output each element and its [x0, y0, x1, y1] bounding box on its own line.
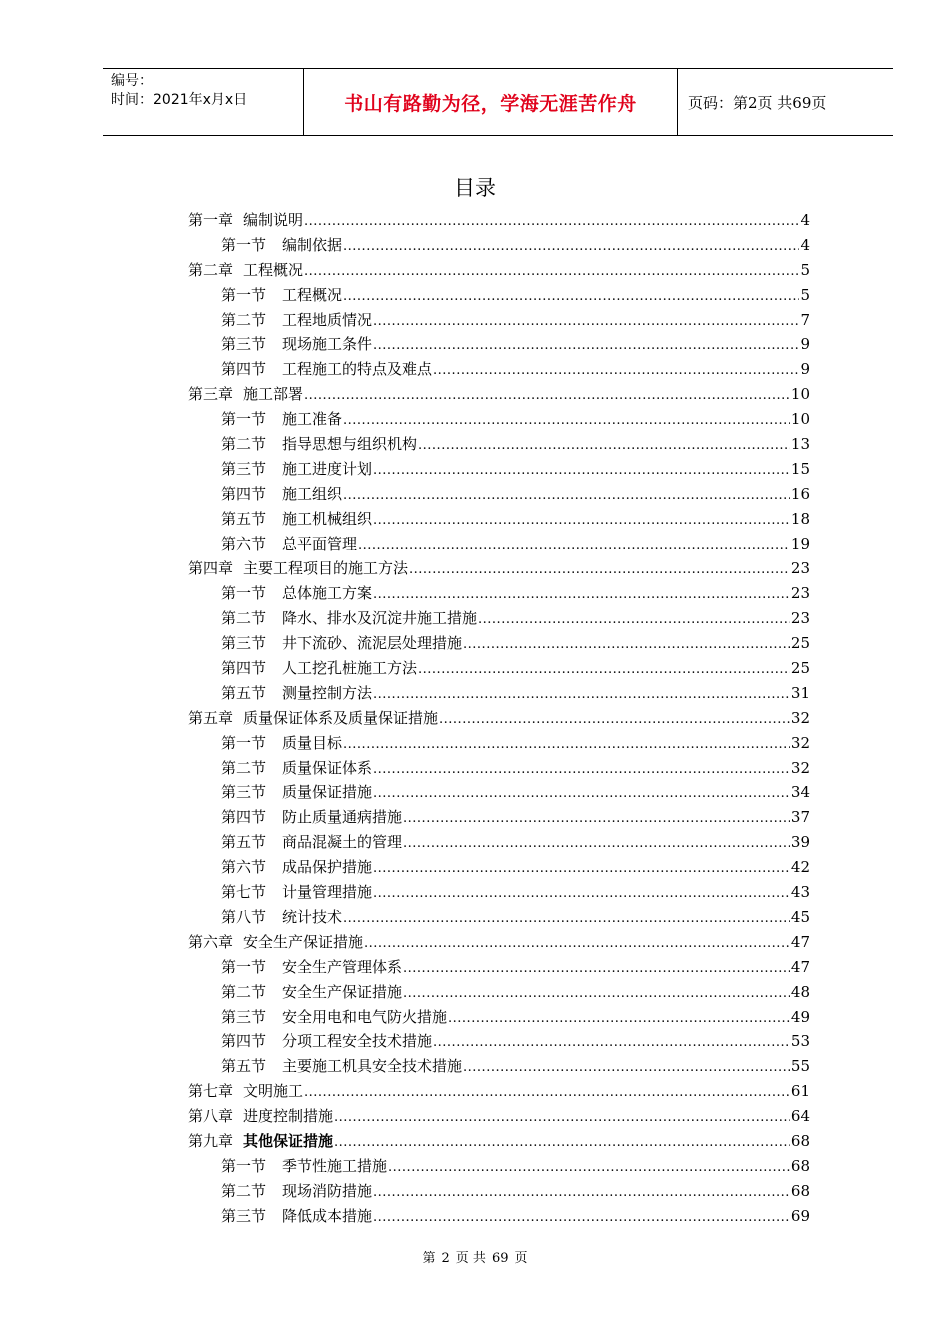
toc-entry-page: 5	[800, 285, 810, 304]
toc-dot-leader	[373, 756, 790, 783]
toc-chapter-entry[interactable]	[188, 706, 810, 731]
footer-page-number: 2	[441, 1251, 450, 1266]
toc-entry-number: 第七章	[188, 1082, 234, 1101]
toc-entry-page: 4	[800, 235, 810, 254]
toc-section-entry[interactable]	[188, 656, 810, 681]
toc-dot-leader	[403, 980, 790, 1007]
toc-section-entry[interactable]	[188, 980, 810, 1005]
toc-section-entry[interactable]	[188, 855, 810, 880]
toc-section-entry[interactable]	[188, 955, 810, 980]
toc-entry-number: 第一节	[221, 410, 267, 429]
toc-entry-title: 质量目标	[282, 733, 343, 752]
toc-entry-number: 第一节	[221, 235, 267, 254]
toc-dot-leader	[334, 1129, 790, 1156]
toc-section-entry[interactable]	[188, 482, 810, 507]
toc-entry-number: 第二节	[221, 609, 267, 628]
toc-section-entry[interactable]	[188, 830, 810, 855]
toc-dot-leader	[373, 681, 790, 708]
header-page-info: 页码：第2页 共69页	[688, 93, 827, 112]
toc-entry-number: 第二章	[188, 260, 234, 279]
toc-entry-title: 统计技术	[282, 907, 343, 926]
toc-section-entry[interactable]	[188, 880, 810, 905]
toc-section-entry[interactable]	[188, 407, 810, 432]
toc-dot-leader	[343, 905, 790, 932]
toc-chapter-entry[interactable]	[188, 382, 810, 407]
toc-dot-leader	[478, 606, 790, 633]
toc-entry-title: 人工挖孔桩施工方法	[282, 659, 418, 678]
toc-section-entry[interactable]	[188, 1154, 810, 1179]
toc-entry-page: 34	[790, 783, 810, 802]
toc-entry-number: 第八章	[188, 1107, 234, 1126]
toc-entry-number: 第六章	[188, 932, 234, 951]
header-info-cell	[103, 69, 304, 135]
toc-dot-leader	[403, 830, 790, 857]
toc-entry-number: 第四节	[221, 808, 267, 827]
header-motto-cell	[304, 69, 678, 135]
toc-entry-title: 季节性施工措施	[282, 1156, 388, 1175]
toc-entry-title: 工程概况	[282, 285, 343, 304]
toc-dot-leader	[343, 407, 790, 434]
toc-section-entry[interactable]	[188, 233, 810, 258]
table-of-contents	[188, 208, 810, 1229]
toc-dot-leader	[439, 706, 790, 733]
toc-section-entry[interactable]	[188, 780, 810, 805]
toc-entry-page: 10	[790, 385, 810, 404]
toc-entry-number: 第二节	[221, 310, 267, 329]
toc-entry-title: 指导思想与组织机构	[282, 435, 418, 454]
toc-section-entry[interactable]	[188, 681, 810, 706]
toc-dot-leader	[373, 1204, 790, 1231]
toc-entry-number: 第八节	[221, 907, 267, 926]
toc-entry-number: 第三节	[221, 1206, 267, 1225]
toc-entry-number: 第七节	[221, 883, 267, 902]
toc-dot-leader	[304, 208, 799, 235]
toc-dot-leader	[433, 1029, 790, 1056]
toc-entry-page: 23	[790, 609, 810, 628]
toc-dot-leader	[373, 308, 799, 335]
toc-entry-number: 第五节	[221, 833, 267, 852]
toc-entry-page: 55	[790, 1057, 810, 1076]
toc-entry-page: 43	[790, 883, 810, 902]
toc-section-entry[interactable]	[188, 581, 810, 606]
toc-entry-page: 68	[790, 1156, 810, 1175]
toc-entry-number: 第一章	[188, 211, 234, 229]
header-motto: 书山有路勤为径，学海无涯苦作舟	[344, 92, 637, 115]
toc-entry-page: 25	[790, 659, 810, 678]
toc-chapter-entry[interactable]	[188, 1129, 810, 1154]
toc-entry-title: 降水、排水及沉淀井施工措施	[282, 609, 478, 628]
toc-entry-number: 第一节	[221, 957, 267, 976]
footer-total-pages: 69	[491, 1251, 509, 1266]
toc-section-entry[interactable]	[188, 805, 810, 830]
toc-entry-title: 井下流砂、流泥层处理措施	[282, 634, 463, 653]
toc-entry-page: 9	[800, 360, 810, 379]
toc-entry-title: 编制依据	[282, 235, 343, 254]
toc-entry-page: 5	[800, 260, 810, 279]
toc-dot-leader	[364, 930, 790, 957]
toc-entry-page: 4	[800, 211, 810, 229]
toc-section-entry[interactable]	[188, 1005, 810, 1030]
toc-dot-leader	[403, 955, 790, 982]
toc-entry-title: 商品混凝土的管理	[282, 833, 403, 852]
toc-section-entry[interactable]	[188, 432, 810, 457]
toc-dot-leader	[463, 631, 790, 658]
toc-entry-page: 23	[790, 559, 810, 578]
toc-entry-number: 第四节	[221, 484, 267, 503]
toc-entry-page: 37	[790, 808, 810, 827]
toc-entry-number: 第四章	[188, 559, 234, 578]
toc-entry-title: 文明施工	[243, 1082, 304, 1101]
toc-entry-number: 第一节	[221, 1156, 267, 1175]
toc-entry-title: 安全生产管理体系	[282, 957, 403, 976]
toc-entry-title: 质量保证体系及质量保证措施	[243, 708, 439, 727]
toc-section-entry[interactable]	[188, 905, 810, 930]
toc-entry-number: 第三节	[221, 1007, 267, 1026]
toc-entry-title: 质量保证体系	[282, 758, 373, 777]
toc-section-entry[interactable]	[188, 1029, 810, 1054]
toc-dot-leader	[334, 1104, 790, 1131]
toc-entry-title: 施工准备	[282, 410, 343, 429]
toc-title: 目录	[454, 176, 496, 200]
toc-section-entry[interactable]	[188, 606, 810, 631]
toc-entry-page: 61	[790, 1082, 810, 1101]
toc-entry-number: 第三节	[221, 634, 267, 653]
toc-entry-title: 工程地质情况	[282, 310, 373, 329]
footer-suffix: 页	[514, 1251, 528, 1266]
toc-dot-leader	[343, 233, 799, 260]
toc-entry-title: 施工进度计划	[282, 459, 373, 478]
toc-section-entry[interactable]	[188, 1054, 810, 1079]
toc-entry-page: 10	[790, 410, 810, 429]
toc-entry-number: 第二节	[221, 982, 267, 1001]
toc-entry-number: 第四节	[221, 659, 267, 678]
toc-entry-title: 工程概况	[243, 260, 304, 279]
toc-section-entry[interactable]	[188, 308, 810, 333]
toc-dot-leader	[433, 357, 799, 384]
toc-section-entry[interactable]	[188, 283, 810, 308]
toc-dot-leader	[373, 855, 790, 882]
toc-entry-number: 第六节	[221, 858, 267, 877]
toc-entry-page: 49	[790, 1007, 810, 1026]
toc-entry-title: 其他保证措施	[243, 1131, 334, 1150]
toc-entry-title: 质量保证措施	[282, 783, 373, 802]
toc-dot-leader	[304, 382, 790, 409]
toc-entry-page: 32	[790, 733, 810, 752]
toc-section-entry[interactable]	[188, 631, 810, 656]
toc-section-entry[interactable]	[188, 1204, 810, 1229]
toc-entry-page: 15	[790, 459, 810, 478]
toc-entry-page: 64	[790, 1107, 810, 1126]
toc-entry-page: 69	[790, 1206, 810, 1225]
toc-dot-leader	[418, 432, 790, 459]
toc-entry-title: 现场消防措施	[282, 1181, 373, 1200]
toc-entry-page: 47	[790, 932, 810, 951]
toc-entry-number: 第五章	[188, 708, 234, 727]
toc-dot-leader	[343, 482, 790, 509]
toc-dot-leader	[373, 332, 799, 359]
header-time-label: 时间：2021年x月x日	[111, 92, 248, 108]
toc-chapter-entry[interactable]	[188, 1079, 810, 1104]
toc-chapter-entry[interactable]	[188, 556, 810, 581]
toc-entry-number: 第一节	[221, 285, 267, 304]
toc-entry-page: 32	[790, 758, 810, 777]
toc-entry-title: 主要工程项目的施工方法	[243, 559, 409, 578]
toc-entry-title: 主要施工机具安全技术措施	[282, 1057, 463, 1076]
toc-entry-page: 31	[790, 683, 810, 702]
toc-dot-leader	[373, 880, 790, 907]
toc-entry-title: 分项工程安全技术措施	[282, 1032, 433, 1051]
footer-mid: 页 共	[455, 1251, 486, 1266]
toc-entry-page: 19	[790, 534, 810, 553]
toc-entry-page: 13	[790, 435, 810, 454]
toc-entry-title: 计量管理措施	[282, 883, 373, 902]
toc-entry-title: 编制说明	[243, 211, 304, 229]
toc-entry-title: 施工组织	[282, 484, 343, 503]
toc-entry-number: 第一节	[221, 584, 267, 603]
toc-section-entry[interactable]	[188, 457, 810, 482]
page-header	[103, 68, 893, 136]
toc-entry-page: 68	[790, 1131, 810, 1150]
toc-entry-page: 53	[790, 1032, 810, 1051]
toc-entry-number: 第三节	[221, 459, 267, 478]
toc-entry-number: 第二节	[221, 435, 267, 454]
toc-section-entry[interactable]	[188, 756, 810, 781]
toc-entry-page: 68	[790, 1181, 810, 1200]
toc-chapter-entry[interactable]	[188, 1104, 810, 1129]
toc-entry-page: 7	[800, 310, 810, 329]
footer-prefix: 第	[422, 1251, 436, 1266]
toc-entry-title: 成品保护措施	[282, 858, 373, 877]
toc-entry-title: 进度控制措施	[243, 1107, 334, 1126]
toc-entry-title: 降低成本措施	[282, 1206, 373, 1225]
toc-entry-page: 16	[790, 484, 810, 503]
toc-dot-leader	[373, 507, 790, 534]
toc-entry-page: 23	[790, 584, 810, 603]
toc-entry-number: 第五节	[221, 1057, 267, 1076]
toc-entry-title: 总平面管理	[282, 534, 358, 553]
toc-dot-leader	[418, 656, 790, 683]
toc-entry-number: 第五节	[221, 509, 267, 528]
toc-chapter-entry[interactable]	[188, 258, 810, 283]
toc-dot-leader	[373, 457, 790, 484]
toc-entry-page: 47	[790, 957, 810, 976]
toc-entry-title: 防止质量通病措施	[282, 808, 403, 827]
toc-entry-page: 45	[790, 907, 810, 926]
toc-dot-leader	[373, 1179, 790, 1206]
toc-dot-leader	[304, 1079, 790, 1106]
toc-dot-leader	[409, 556, 790, 583]
toc-chapter-entry[interactable]	[188, 208, 810, 233]
toc-entry-title: 安全生产保证措施	[282, 982, 403, 1001]
toc-entry-number: 第二节	[221, 1181, 267, 1200]
toc-dot-leader	[388, 1154, 790, 1181]
toc-entry-page: 42	[790, 858, 810, 877]
toc-entry-number: 第三章	[188, 385, 234, 404]
toc-dot-leader	[373, 581, 790, 608]
toc-entry-title: 安全生产保证措施	[243, 932, 364, 951]
toc-entry-number: 第四节	[221, 1032, 267, 1051]
toc-entry-number: 第二节	[221, 758, 267, 777]
toc-entry-number: 第五节	[221, 683, 267, 702]
toc-entry-title: 测量控制方法	[282, 683, 373, 702]
toc-entry-page: 39	[790, 833, 810, 852]
toc-section-entry[interactable]	[188, 1179, 810, 1204]
toc-entry-number: 第六节	[221, 534, 267, 553]
toc-entry-number: 第三节	[221, 783, 267, 802]
toc-entry-number: 第三节	[221, 335, 267, 354]
toc-chapter-entry[interactable]	[188, 930, 810, 955]
toc-dot-leader	[403, 805, 790, 832]
toc-entry-title: 工程施工的特点及难点	[282, 360, 433, 379]
toc-dot-leader	[358, 532, 790, 559]
toc-section-entry[interactable]	[188, 532, 810, 557]
header-page-cell	[678, 69, 893, 135]
toc-entry-page: 48	[790, 982, 810, 1001]
toc-dot-leader	[304, 258, 799, 285]
toc-dot-leader	[448, 1005, 790, 1032]
toc-entry-title: 现场施工条件	[282, 335, 373, 354]
toc-entry-title: 施工机械组织	[282, 509, 373, 528]
page-footer	[0, 1247, 950, 1266]
toc-entry-title: 施工部署	[243, 385, 304, 404]
toc-section-entry[interactable]	[188, 357, 810, 382]
toc-section-entry[interactable]	[188, 507, 810, 532]
toc-entry-title: 安全用电和电气防火措施	[282, 1007, 448, 1026]
toc-entry-number: 第四节	[221, 360, 267, 379]
toc-dot-leader	[463, 1054, 790, 1081]
toc-entry-number: 第九章	[188, 1131, 234, 1150]
toc-entry-page: 18	[790, 509, 810, 528]
toc-entry-page: 32	[790, 708, 810, 727]
toc-dot-leader	[343, 283, 799, 310]
toc-entry-number: 第一节	[221, 733, 267, 752]
toc-dot-leader	[373, 780, 790, 807]
header-number-label: 编号：	[111, 73, 153, 89]
toc-dot-leader	[343, 731, 790, 758]
toc-entry-title: 总体施工方案	[282, 584, 373, 603]
toc-entry-page: 25	[790, 634, 810, 653]
toc-section-entry[interactable]	[188, 731, 810, 756]
toc-entry-page: 9	[800, 335, 810, 354]
toc-section-entry[interactable]	[188, 332, 810, 357]
